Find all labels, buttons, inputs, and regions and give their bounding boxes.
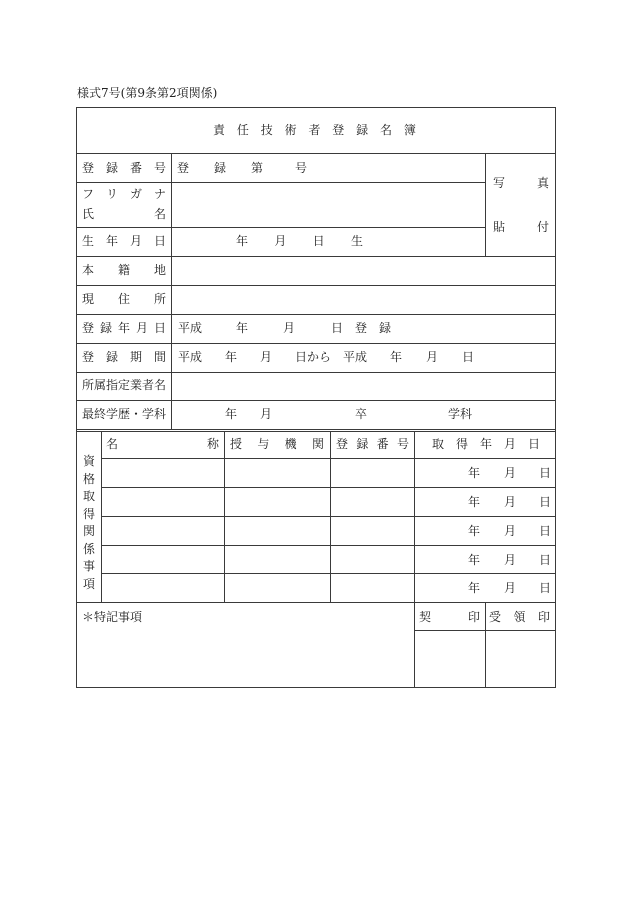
form-caption: 様式7号(第9条第2項関係): [77, 86, 218, 100]
col-qual-regno: [414, 431, 415, 688]
dob-label: 生 年 月 日: [82, 234, 166, 248]
reg-period-year-2: 年: [390, 350, 403, 364]
qual-row-date-month: 月: [504, 553, 517, 567]
rule-dob: [76, 256, 556, 257]
address-label: 現 住 所: [82, 292, 166, 306]
reg-period-label: 登 録 期 間: [82, 350, 166, 364]
col-seal: [485, 602, 486, 688]
rule-qual-2: [101, 516, 556, 517]
qual-row-date-month: 月: [504, 495, 517, 509]
domicile-label: 本 籍 地: [82, 263, 166, 277]
qual-row-date-month: 月: [504, 466, 517, 480]
col-qual-side: [101, 431, 102, 602]
photo-label-top: 写 真: [493, 176, 549, 190]
border-right: [555, 107, 556, 688]
reg-number-label: 登 録 番 号: [82, 161, 166, 175]
reg-date-word-b: 録: [379, 321, 392, 335]
education-month: 月: [260, 407, 273, 421]
contract-label: 契: [419, 610, 432, 624]
reg-period-month-1: 月: [260, 350, 273, 364]
rule-education-a: [76, 429, 556, 430]
border-left: [76, 107, 77, 688]
qual-row-date-year: 年: [468, 466, 481, 480]
reg-period-year-1: 年: [225, 350, 238, 364]
qual-header-acq-date: 取 得 年 月 日: [432, 437, 540, 451]
reg-date-word-a: 登: [355, 321, 368, 335]
company-label: 所属指定業者名: [82, 378, 167, 392]
rule-company: [76, 400, 556, 401]
qual-header-name-a: 名: [106, 437, 119, 451]
border-bottom: [76, 687, 556, 688]
qual-row-date-day: 日: [539, 495, 552, 509]
qual-row-date-month: 月: [504, 524, 517, 538]
qual-row-date-day: 日: [539, 524, 552, 538]
education-label: 最終学歴・学科: [82, 407, 167, 421]
reg-period-from: 日から: [295, 350, 332, 364]
rule-regperiod: [76, 372, 556, 373]
qual-header-reg-no: 登 録 番 号: [336, 437, 409, 451]
rule-domicile: [76, 285, 556, 286]
qual-row-date-year: 年: [468, 495, 481, 509]
rule-name: [76, 227, 485, 228]
rule-qual-3: [101, 545, 556, 546]
qual-row-date-day: 日: [539, 581, 552, 595]
rule-qual-4: [101, 573, 556, 574]
reg-period-era-1: 平成: [178, 350, 203, 364]
rule-address: [76, 314, 556, 315]
reg-date-year: 年: [236, 321, 249, 335]
rule-regdate: [76, 343, 556, 344]
rule-education-b: [76, 431, 556, 432]
qual-header-name-b: 称: [207, 437, 220, 451]
registration-form: [76, 107, 556, 688]
name-label: 氏 名: [82, 207, 166, 221]
rule-regno: [76, 182, 485, 183]
qual-row-date-year: 年: [468, 524, 481, 538]
qual-row-date-month: 月: [504, 581, 517, 595]
reg-period-era-2: 平成: [343, 350, 368, 364]
education-graduated: 卒: [355, 407, 368, 421]
qualification-side-label: 資格取得関係事項: [82, 454, 95, 591]
rule-title: [76, 153, 556, 154]
dob-value: 年 月 日 生: [236, 234, 363, 248]
qual-row-date-day: 日: [539, 466, 552, 480]
reg-number-prefix: 登 録 第: [177, 161, 263, 175]
received-seal-label: 受 領 印: [489, 610, 550, 624]
qual-row-date-year: 年: [468, 553, 481, 567]
form-title: 責 任 技 術 者 登 録 名 簿: [213, 123, 416, 137]
reg-date-era: 平成: [178, 321, 203, 335]
col-label: [171, 153, 172, 430]
qual-header-granting-org: 授 与 機 関: [230, 437, 324, 451]
rule-qual-1: [101, 487, 556, 488]
furigana-label: フ リ ガ ナ: [82, 187, 166, 201]
border-top: [76, 107, 556, 108]
notes-label: ＊特記事項: [82, 610, 143, 624]
reg-date-month: 月: [283, 321, 296, 335]
reg-period-month-2: 月: [426, 350, 439, 364]
qual-row-date-day: 日: [539, 553, 552, 567]
reg-number-suffix: 号: [295, 161, 308, 175]
education-year: 年: [225, 407, 238, 421]
col-qual-name: [224, 431, 225, 602]
col-photo: [485, 153, 486, 256]
contract-seal-label: 印: [468, 610, 481, 624]
education-department: 学科: [448, 407, 473, 421]
reg-date-label: 登 録 年 月 日: [82, 321, 166, 335]
photo-label-bottom: 貼 付: [493, 220, 549, 234]
reg-period-day-2: 日: [462, 350, 475, 364]
qual-row-date-year: 年: [468, 581, 481, 595]
reg-date-day: 日: [331, 321, 344, 335]
col-qual-org: [330, 431, 331, 602]
rule-qual-5: [76, 602, 556, 603]
rule-qual-header: [101, 458, 556, 459]
